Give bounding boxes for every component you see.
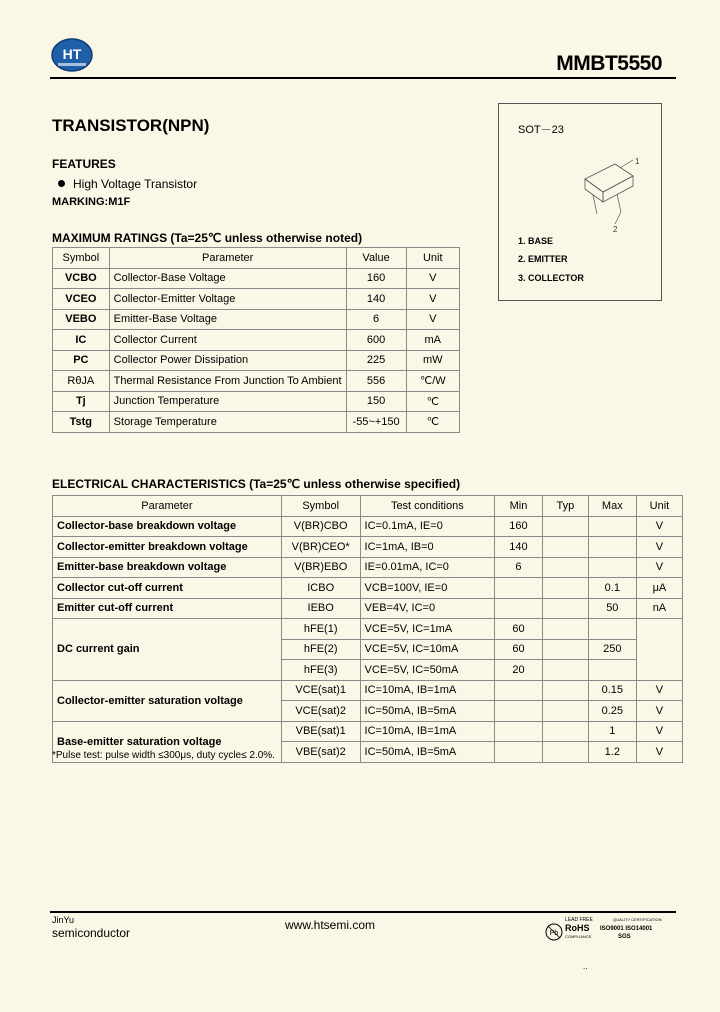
min-cell: 140	[495, 537, 543, 558]
certification-badges	[545, 917, 673, 945]
value-cell: 556	[346, 371, 406, 392]
min-cell: 60	[495, 619, 543, 640]
param-cell: Collector-emitter saturation voltage	[53, 680, 282, 721]
symbol-cell: VEBO	[53, 309, 110, 330]
package-box	[498, 103, 662, 301]
unit-cell: μA	[636, 578, 682, 599]
bullet-icon	[58, 180, 65, 187]
unit-cell: V	[636, 721, 682, 742]
pin-2-label: 2. EMITTER	[518, 254, 568, 264]
unit-cell: mW	[406, 350, 459, 371]
pulse-test-note: *Pulse test: pulse width ≤300μs, duty cycle≤ 2.0%.	[52, 750, 275, 761]
typ-cell	[542, 578, 588, 599]
company-logo	[50, 38, 94, 72]
unit-cell: mA	[406, 330, 459, 351]
symbol-cell: VCBO	[53, 268, 110, 289]
unit-cell: V	[406, 268, 459, 289]
condition-cell: IC=0.1mA, IE=0	[360, 516, 495, 537]
parameter-cell: Emitter-Base Voltage	[109, 309, 346, 330]
min-cell	[495, 680, 543, 701]
elec-characteristics-table	[52, 495, 683, 763]
column-header: Parameter	[53, 496, 282, 517]
svg-text:2: 2	[613, 225, 618, 234]
table-header-row	[53, 496, 683, 517]
condition-cell: VCE=5V, IC=10mA	[360, 639, 495, 660]
typ-cell	[542, 537, 588, 558]
parameter-cell: Storage Temperature	[109, 412, 346, 433]
svg-text:Pb: Pb	[549, 930, 559, 937]
max-ratings-heading: MAXIMUM RATINGS (Ta=25℃ unless otherwise noted)	[52, 231, 363, 245]
typ-cell	[542, 516, 588, 537]
table-row	[53, 350, 460, 371]
column-header: Symbol	[53, 248, 110, 269]
symbol-cell: VCE(sat)2	[281, 701, 360, 722]
package-name: SOT－23	[518, 124, 564, 136]
sot23-package-icon	[575, 154, 645, 234]
sgs-label: SGS	[618, 934, 631, 940]
marking-label: MARKING:M1F	[52, 196, 131, 208]
condition-cell: IC=1mA, IB=0	[360, 537, 495, 558]
page-title: TRANSISTOR(NPN)	[52, 116, 210, 135]
logo-text: HT	[62, 46, 82, 62]
table-row	[53, 619, 683, 640]
typ-cell	[542, 557, 588, 578]
condition-cell: IE=0.01mA, IC=0	[360, 557, 495, 578]
pin-1-label: 1. BASE	[518, 236, 554, 246]
min-cell	[495, 578, 543, 599]
typ-cell	[542, 680, 588, 701]
min-cell	[495, 598, 543, 619]
footer-website[interactable]: www.htsemi.com	[285, 918, 376, 932]
value-cell: 160	[346, 268, 406, 289]
max-cell: 50	[588, 598, 636, 619]
footer-company-line1: JinYu	[52, 915, 75, 925]
max-cell	[588, 557, 636, 578]
table-row	[53, 537, 683, 558]
symbol-cell: PC	[53, 350, 110, 371]
iso-label: ISO9001 ISO14001	[600, 926, 653, 932]
column-header: Symbol	[281, 496, 360, 517]
column-header: Typ	[542, 496, 588, 517]
column-header: Parameter	[109, 248, 346, 269]
unit-cell: ℃/W	[406, 371, 459, 392]
footer-rule	[50, 911, 676, 913]
symbol-cell: VBE(sat)2	[281, 742, 360, 763]
rohs-label: RoHS	[565, 923, 590, 933]
unit-cell: V	[636, 742, 682, 763]
max-ratings-table	[52, 247, 460, 433]
unit-cell: V	[636, 516, 682, 537]
unit-cell: ℃	[406, 412, 459, 433]
svg-text:1: 1	[635, 157, 640, 166]
table-row	[53, 289, 460, 310]
min-cell	[495, 742, 543, 763]
min-cell: 20	[495, 660, 543, 681]
min-cell: 6	[495, 557, 543, 578]
symbol-cell: ICBO	[281, 578, 360, 599]
symbol-cell: Tj	[53, 391, 110, 412]
unit-cell: V	[406, 309, 459, 330]
symbol-cell: VCEO	[53, 289, 110, 310]
parameter-cell: Collector-Base Voltage	[109, 268, 346, 289]
column-header: Test conditions	[360, 496, 495, 517]
condition-cell: IC=10mA, IB=1mA	[360, 721, 495, 742]
table-row	[53, 598, 683, 619]
max-cell: 1	[588, 721, 636, 742]
max-cell: 0.15	[588, 680, 636, 701]
condition-cell: VCB=100V, IE=0	[360, 578, 495, 599]
symbol-cell: hFE(3)	[281, 660, 360, 681]
feature-item-label: High Voltage Transistor	[73, 177, 198, 191]
footer-dots: ..	[583, 962, 588, 971]
min-cell: 160	[495, 516, 543, 537]
table-row	[53, 578, 683, 599]
param-cell: Emitter-base breakdown voltage	[53, 557, 282, 578]
parameter-cell: Collector Power Dissipation	[109, 350, 346, 371]
symbol-cell: Tstg	[53, 412, 110, 433]
column-header: Min	[495, 496, 543, 517]
symbol-cell: hFE(1)	[281, 619, 360, 640]
quality-label: QUALITY CERTIFICATION	[613, 917, 662, 922]
column-header: Max	[588, 496, 636, 517]
symbol-cell: V(BR)EBO	[281, 557, 360, 578]
typ-cell	[542, 660, 588, 681]
max-cell: 0.1	[588, 578, 636, 599]
table-row	[53, 309, 460, 330]
column-header: Unit	[636, 496, 682, 517]
condition-cell: IC=50mA, IB=5mA	[360, 701, 495, 722]
symbol-cell: hFE(2)	[281, 639, 360, 660]
param-cell: Emitter cut-off current	[53, 598, 282, 619]
table-row	[53, 268, 460, 289]
max-cell	[588, 619, 636, 640]
column-header: Unit	[406, 248, 459, 269]
column-header: Value	[346, 248, 406, 269]
typ-cell	[542, 598, 588, 619]
value-cell: 140	[346, 289, 406, 310]
param-cell: Base-emitter saturation voltage	[53, 721, 282, 762]
symbol-cell: IC	[53, 330, 110, 351]
value-cell: 225	[346, 350, 406, 371]
elec-heading: ELECTRICAL CHARACTERISTICS (Ta=25℃ unless otherwise specified)	[52, 477, 461, 491]
value-cell: 6	[346, 309, 406, 330]
max-cell	[588, 516, 636, 537]
table-row	[53, 371, 460, 392]
typ-cell	[542, 701, 588, 722]
pin-3-label: 3. COLLECTOR	[518, 273, 584, 283]
max-cell: 0.25	[588, 701, 636, 722]
symbol-cell: V(BR)CBO	[281, 516, 360, 537]
symbol-cell: VCE(sat)1	[281, 680, 360, 701]
value-cell: 150	[346, 391, 406, 412]
table-row	[53, 516, 683, 537]
unit-cell: V	[636, 701, 682, 722]
max-cell: 1.2	[588, 742, 636, 763]
unit-cell: V	[636, 537, 682, 558]
feature-item	[58, 177, 197, 191]
parameter-cell: Collector Current	[109, 330, 346, 351]
parameter-cell: Junction Temperature	[109, 391, 346, 412]
footer-company-line2: semiconductor	[52, 926, 131, 940]
part-number: MMBT5550	[556, 52, 662, 75]
rohs-compliance-label: COMPLIANCE	[565, 934, 592, 939]
header-rule	[50, 77, 676, 79]
min-cell	[495, 701, 543, 722]
symbol-cell: V(BR)CEO*	[281, 537, 360, 558]
param-cell: DC current gain	[53, 619, 282, 681]
param-cell: Collector cut-off current	[53, 578, 282, 599]
table-row	[53, 391, 460, 412]
table-row	[53, 680, 683, 701]
unit-cell: nA	[636, 598, 682, 619]
unit-cell: V	[636, 557, 682, 578]
unit-cell	[636, 619, 682, 681]
unit-cell: V	[636, 680, 682, 701]
min-cell	[495, 721, 543, 742]
features-heading: FEATURES	[52, 157, 116, 171]
table-row	[53, 330, 460, 351]
value-cell: -55~+150	[346, 412, 406, 433]
max-cell	[588, 660, 636, 681]
unit-cell: ℃	[406, 391, 459, 412]
max-cell: 250	[588, 639, 636, 660]
typ-cell	[542, 742, 588, 763]
condition-cell: IC=10mA, IB=1mA	[360, 680, 495, 701]
table-row	[53, 721, 683, 742]
condition-cell: IC=50mA, IB=5mA	[360, 742, 495, 763]
value-cell: 600	[346, 330, 406, 351]
unit-cell: V	[406, 289, 459, 310]
symbol-cell: IEBO	[281, 598, 360, 619]
table-row	[53, 557, 683, 578]
condition-cell: VCE=5V, IC=50mA	[360, 660, 495, 681]
symbol-cell: VBE(sat)1	[281, 721, 360, 742]
typ-cell	[542, 639, 588, 660]
lead-free-label: LEAD FREE	[565, 917, 593, 923]
param-cell: Collector-emitter breakdown voltage	[53, 537, 282, 558]
table-row	[53, 412, 460, 433]
typ-cell	[542, 721, 588, 742]
condition-cell: VEB=4V, IC=0	[360, 598, 495, 619]
table-header-row	[53, 248, 460, 269]
symbol-cell: RθJA	[53, 371, 110, 392]
condition-cell: VCE=5V, IC=1mA	[360, 619, 495, 640]
parameter-cell: Collector-Emitter Voltage	[109, 289, 346, 310]
param-cell: Collector-base breakdown voltage	[53, 516, 282, 537]
typ-cell	[542, 619, 588, 640]
max-cell	[588, 537, 636, 558]
parameter-cell: Thermal Resistance From Junction To Ambient	[109, 371, 346, 392]
min-cell: 60	[495, 639, 543, 660]
